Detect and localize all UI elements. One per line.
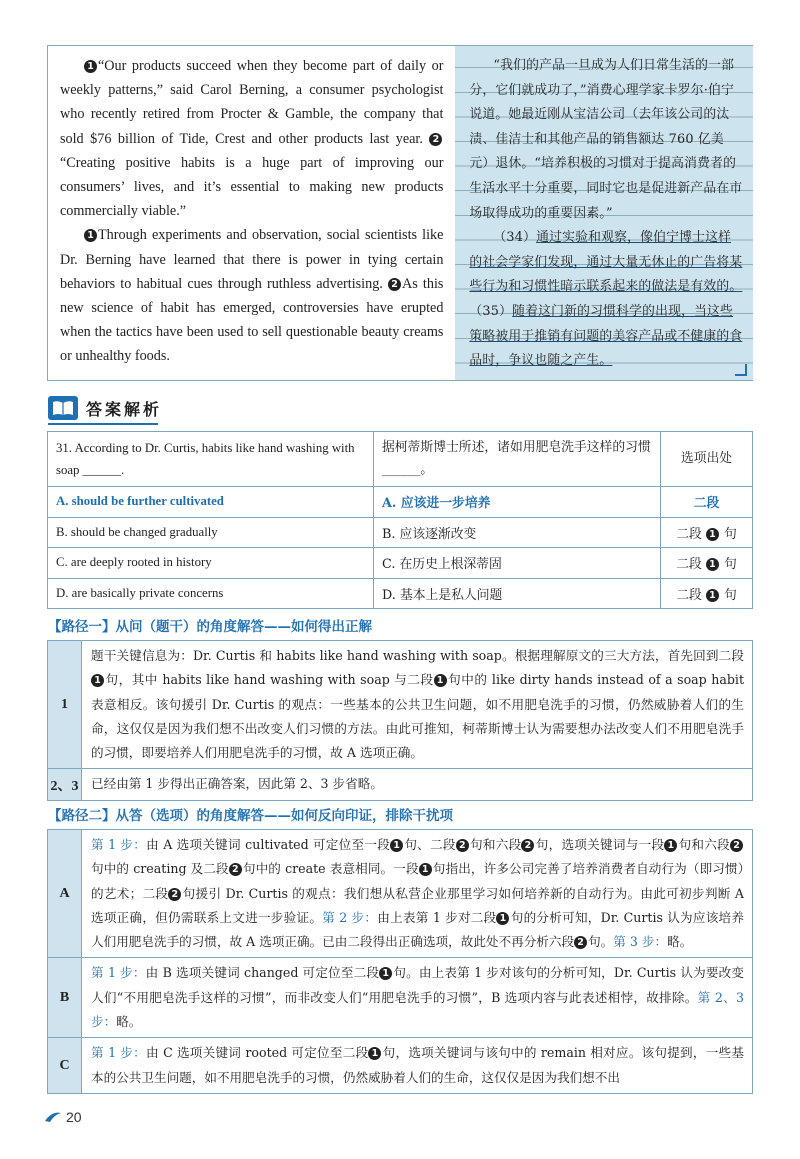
option-analysis: 第 1 步：由 C 选项关键词 rooted 可定位至二段 1 句，选项关键词与该句中的 remain 相对应。该句提到，一些基本的公共卫生问题，如不用肥皂洗手的习惯，仍然威胁着人们的生命，这仅仅是因为我们想不出	[82, 1038, 753, 1094]
option-english: A. should be further cultivated	[48, 487, 374, 518]
source-suffix: 句	[723, 557, 737, 573]
english-sentence: As this new science of habit has emerged, controversies have erupted when the tactics have been used to sell questionable beauty creams or unhealthy foods.	[60, 275, 444, 365]
question-number: （35）	[469, 303, 513, 319]
table-row	[48, 517, 753, 548]
option-key: C	[48, 1038, 82, 1094]
table-row	[48, 641, 753, 769]
book-icon	[48, 396, 78, 420]
page-number	[44, 1109, 82, 1125]
section-heading	[48, 394, 162, 422]
path1-table	[47, 640, 753, 801]
step-key: 1	[48, 641, 82, 769]
step-key: 2、3	[48, 769, 82, 800]
english-passage	[48, 46, 455, 380]
section-title: 答案解析	[86, 399, 163, 419]
source-header: 选项出处	[661, 432, 753, 487]
source-suffix: 句	[723, 526, 737, 542]
sentence-marker: 1	[91, 674, 104, 687]
option-chinese: D. 基本上是私人问题	[374, 578, 661, 609]
step-content: 题干关键信息为：Dr. Curtis 和 habits like hand washing with soap。根据理解原文的三大方法，首先回到二段1 句，其中 habits like hand washing with soap 与二段 1 句中的 like dirty hands instead of a soap habit 表意相反。该句援引 Dr. Curtis 的观点：一些基本的公共卫生问题，如不用肥皂洗手的习惯，仍然威胁着人们的生命，这仅仅是因为我们想不出改变人们习惯的方法。由此可推知，柯蒂斯博士认为需要想办法改变人们不用肥皂洗手的习惯，即要培养人们用肥皂洗手的习惯，故 A 选项正确。	[82, 641, 753, 769]
path2-label: 【路径二】从答（选项）的角度解答——如何反向印证，排除干扰项	[48, 808, 453, 824]
english-paragraph-2	[60, 223, 443, 368]
source-paragraph: 二段	[676, 557, 702, 573]
sentence-marker: 1	[706, 528, 719, 541]
option-english: C. are deeply rooted in history	[48, 548, 374, 579]
sentence-marker: 1	[434, 674, 447, 687]
option-key: A	[48, 830, 82, 958]
option-analysis: 第 1 步：由 B 选项关键词 changed 可定位至二段 1 句。由上表第 1 步对该句的分析可知，Dr. Curtis 认为要改变人们“不用肥皂洗手这样的习惯”，而非改变人们“用肥皂洗手的习惯”，B 选项内容与此表述相悖，故排除。第 2、3 步：略。	[82, 958, 753, 1038]
source-suffix: 句	[723, 587, 737, 603]
question-english: 31. According to Dr. Curtis, habits like hand washing with soap ______.	[48, 432, 374, 487]
step-content: 已经由第 1 步得出正确答案，因此第 2、3 步省略。	[82, 769, 753, 800]
underlined-translation: 通过实验和观察，像伯宁博士这样的社会学家们发现，通过大量无休止的广告将某些行为和习惯性暗示联系起来的做法是有效的。	[469, 230, 743, 295]
source-paragraph: 二段	[676, 526, 702, 542]
option-source	[661, 578, 753, 609]
section-underline	[48, 423, 158, 425]
english-sentence: “Creating positive habits is a huge part of improving our consumers’ lives, and it’s essential to making new products commercially viable.”	[60, 154, 444, 220]
option-key: B	[48, 958, 82, 1038]
english-paragraph-1	[60, 54, 443, 223]
page-number-text: 20	[66, 1109, 82, 1125]
sentence-marker: 1	[84, 229, 97, 242]
option-source: 二段	[661, 487, 753, 518]
sentence-marker: 1	[706, 589, 719, 602]
table-row	[48, 578, 753, 609]
path1-label: 【路径一】从问（题干）的角度解答——如何得出正解	[48, 619, 372, 635]
option-chinese: A. 应该进一步培养	[374, 487, 661, 518]
option-chinese: C. 在历史上根深蒂固	[374, 548, 661, 579]
table-row	[48, 1038, 753, 1094]
option-source	[661, 548, 753, 579]
question-chinese: 据柯蒂斯博士所述，诸如用肥皂洗手这样的习惯______。	[374, 432, 661, 487]
options-table	[47, 431, 753, 609]
path2-table	[47, 829, 753, 1094]
option-analysis: 第 1 步：由 A 选项关键词 cultivated 可定位至一段 1 句、二段 2 句和六段 2 句，选项关键词与一段 1 句和六段 2句中的 creating 及二段 2 句中的 create 表意相同。一段 1 句指出，许多公司完善了培养消费者自动行为（即习惯）的艺术；二段 2 句援引 Dr. Curtis 的观点：我们想从私营企业那里学习如何培养新的自动行为。由此可初步判断 A 选项正确，但仍需联系上文进一步验证。第 2 步：由上表第 1 步对二段 1 句的分析可知，Dr. Curtis 认为应该培养人们用肥皂洗手的习惯，故 A 选项正确。已由二段得出正确选项，故此处不再分析六段 2 句。第 3 步：略。	[82, 830, 753, 958]
table-row	[48, 958, 753, 1038]
question-number: （34）	[493, 230, 537, 246]
table-row	[48, 548, 753, 579]
english-sentence: “Our products succeed when they become part of daily or weekly patterns,” said Carol Berning, a consumer psychologist who recently retired from Procter & Gamble, the company that sold $76 billion of Tide, Crest and other products last year.	[60, 58, 444, 147]
english-sentence: Through experiments and observation, social scientists like Dr. Berning have learned that there is power in tying certain behaviors to habitual cues through ruthless advertising.	[60, 227, 444, 292]
underlined-translation: 随着这门新的习惯科学的出现，当这些策略被用于推销有问题的美容产品或不健康的食品时，争议也随之产生。	[469, 303, 743, 369]
option-source	[661, 517, 753, 548]
sentence-marker: 2	[388, 278, 401, 291]
option-english: D. are basically private concerns	[48, 578, 374, 609]
table-row	[48, 830, 753, 958]
sentence-marker: 2	[429, 133, 442, 146]
table-header-row	[48, 432, 753, 487]
option-chinese: B. 应该逐渐改变	[374, 517, 661, 548]
table-row	[48, 487, 753, 518]
chinese-translation	[455, 46, 753, 380]
option-english: B. should be changed gradually	[48, 517, 374, 548]
chinese-paragraph-2	[469, 226, 743, 374]
corner-decoration	[735, 364, 747, 376]
sentence-marker: 1	[706, 558, 719, 571]
source-paragraph: 二段	[676, 587, 702, 603]
sentence-marker: 1	[84, 60, 97, 73]
page-marker-icon	[44, 1111, 62, 1123]
chinese-paragraph-1: “我们的产品一旦成为人们日常生活的一部分，它们就成功了，”消费心理学家卡罗尔·伯宁说道。她最近刚从宝洁公司（去年该公司的汰渍、佳洁士和其他产品的销售额达 760 亿美元）退休。“培养积极的习惯对于提高消费者的生活水平十分重要，同时它也是促进新产品在市场取得成功的重要因素。”	[469, 58, 743, 221]
table-row	[48, 769, 753, 800]
passage-box	[47, 45, 753, 381]
